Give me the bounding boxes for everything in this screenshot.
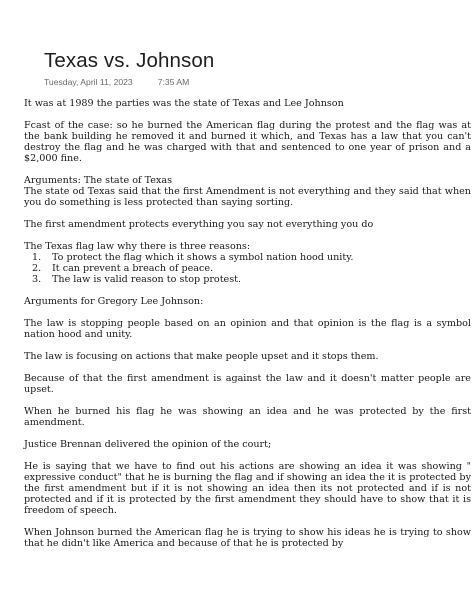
paragraph-johnson-2: The law is focusing on actions that make people upset and it stops them. xyxy=(24,351,379,362)
paragraph-johnson-1: The law is stopping people based on an opinion and that opinion is the flag is a symbol nation hood and unity. xyxy=(24,318,471,340)
list-item-text: The law is valid reason to stop protest. xyxy=(52,274,242,285)
paragraph-arguments-texas: The state od Texas said that the first Amendment is not everything and they said that when you do something is less protected than saying sorting. xyxy=(24,186,471,208)
paragraph-johnson-3: Because of that the first amendment is against the law and it doesn't matter people are upset. xyxy=(24,373,471,395)
page-title: Texas vs. Johnson xyxy=(44,49,215,72)
paragraph-first-amendment: The first amendment protects everything you say not everything you do xyxy=(24,219,374,230)
list-item-text: It can prevent a breach of peace. xyxy=(52,263,214,274)
paragraph-intro: It was at 1989 the parties was the state of Texas and Lee Johnson xyxy=(24,98,344,109)
list-item xyxy=(24,274,471,285)
paragraph-facts: Fcast of the case: so he burned the American flag during the protest and the flag was at the bank building he removed it and burned it which, and Texas has a law that you can't destroy the flag and he was charged with that and sentenced to one year of prison and a $2,000 fine. xyxy=(24,120,471,164)
list-item xyxy=(24,252,471,263)
paragraph-johnson-4: When he burned his flag he was showing an idea and he was protected by the first amendment. xyxy=(24,406,471,428)
paragraph-flag-law-intro: The Texas flag law why there is three reasons: xyxy=(24,241,251,252)
list-item-text: To protect the flag which it shows a symbol nation hood unity. xyxy=(52,252,354,263)
heading-arguments-johnson: Arguments for Gregory Lee Johnson: xyxy=(24,296,204,307)
paragraph-conclusion: When Johnson burned the American flag he is trying to show his ideas he is trying to show that he didn't like America and because of that he is protected by xyxy=(24,527,471,549)
note-time: 7:35 AM xyxy=(157,77,190,87)
heading-brennan: Justice Brennan delivered the opinion of the court; xyxy=(24,439,272,450)
heading-arguments-texas: Arguments: The state of Texas xyxy=(24,175,172,186)
list-number: 2. xyxy=(32,263,42,274)
list-item xyxy=(24,263,471,274)
paragraph-brennan-opinion: He is saying that we have to find out his actions are showing an idea it was showing " expressive conduct" that he is burning the flag and if showing an idea the it is protected by the first amendment but if it is not showing an idea then its not protected and if is not protected and if it is protected by the first amendment they should have to show that it is freedom of speech. xyxy=(24,461,471,516)
list-number: 3. xyxy=(32,274,42,285)
list-number: 1. xyxy=(32,252,42,263)
reasons-list xyxy=(24,252,471,285)
note-date: Tuesday, April 11, 2023 xyxy=(44,77,133,87)
note-body[interactable] xyxy=(24,98,471,549)
note-timestamp xyxy=(44,77,189,88)
